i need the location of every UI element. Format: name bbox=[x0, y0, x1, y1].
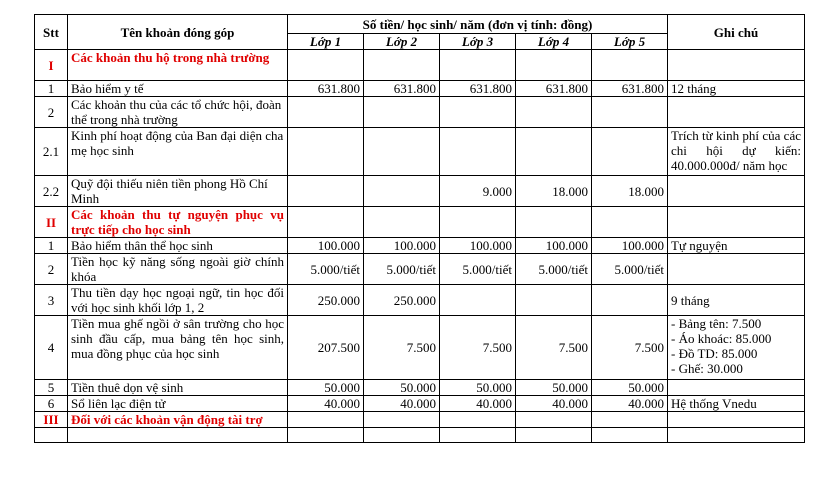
row-note-list bbox=[668, 316, 805, 380]
section-number: I bbox=[35, 50, 68, 81]
section-number: III bbox=[35, 412, 68, 428]
row-value: 40.000 bbox=[516, 396, 592, 412]
section-title: Các khoản thu hộ trong nhà trường bbox=[68, 50, 288, 81]
row-value: 250.000 bbox=[288, 285, 364, 316]
row-value: 7.500 bbox=[440, 316, 516, 380]
row-stt: 2.2 bbox=[35, 176, 68, 207]
row-value: 5.000/tiết bbox=[364, 254, 440, 285]
row-name: Bảo hiểm thân thể học sinh bbox=[68, 238, 288, 254]
table-row bbox=[35, 97, 805, 128]
row-name: Quỹ đội thiếu niên tiền phong Hồ Chí Minh bbox=[68, 176, 288, 207]
section-row bbox=[35, 412, 805, 428]
row-value: 5.000/tiết bbox=[516, 254, 592, 285]
row-name: Tiền mua ghế ngồi ở sân trường cho học sinh đầu cấp, mua bảng tên học sinh, mua đồng phục của học sinh bbox=[68, 316, 288, 380]
row-name: Các khoản thu của các tổ chức hội, đoàn thể trong nhà trường bbox=[68, 97, 288, 128]
row-value: 100.000 bbox=[364, 238, 440, 254]
table-row bbox=[35, 254, 805, 285]
row-value: 5.000/tiết bbox=[440, 254, 516, 285]
row-value: 40.000 bbox=[288, 396, 364, 412]
grade-header: Lớp 3 bbox=[440, 34, 516, 50]
row-value: 18.000 bbox=[516, 176, 592, 207]
row-name: Kinh phí hoạt động của Ban đại diện cha mẹ học sinh bbox=[68, 128, 288, 176]
row-note: 9 tháng bbox=[668, 285, 805, 316]
row-value: 5.000/tiết bbox=[592, 254, 668, 285]
table-row bbox=[35, 128, 805, 176]
row-stt: 5 bbox=[35, 380, 68, 396]
row-value: 631.800 bbox=[440, 81, 516, 97]
name-header: Tên khoản đóng góp bbox=[68, 15, 288, 50]
table-row bbox=[35, 316, 805, 380]
row-value: 100.000 bbox=[592, 238, 668, 254]
grade-header: Lớp 1 bbox=[288, 34, 364, 50]
row-name: Bảo hiểm y tế bbox=[68, 81, 288, 97]
row-value: 50.000 bbox=[364, 380, 440, 396]
grade-header: Lớp 2 bbox=[364, 34, 440, 50]
grade-header: Lớp 5 bbox=[592, 34, 668, 50]
row-note: 12 tháng bbox=[668, 81, 805, 97]
row-value: 250.000 bbox=[364, 285, 440, 316]
table-row bbox=[35, 380, 805, 396]
row-value: 50.000 bbox=[288, 380, 364, 396]
note-line: - Bảng tên: 7.500 bbox=[671, 316, 762, 331]
note-header: Ghi chú bbox=[668, 15, 805, 50]
row-value: 50.000 bbox=[440, 380, 516, 396]
row-name: Thu tiền dạy học ngoại ngữ, tin học đối với học sinh khối lớp 1, 2 bbox=[68, 285, 288, 316]
row-value: 100.000 bbox=[516, 238, 592, 254]
row-value: 631.800 bbox=[288, 81, 364, 97]
row-note: Tự nguyện bbox=[668, 238, 805, 254]
contribution-table bbox=[34, 14, 805, 443]
row-note: Hệ thống Vnedu bbox=[668, 396, 805, 412]
row-value: 5.000/tiết bbox=[288, 254, 364, 285]
section-number: II bbox=[35, 207, 68, 238]
row-stt: 4 bbox=[35, 316, 68, 380]
row-stt: 3 bbox=[35, 285, 68, 316]
row-value: 7.500 bbox=[516, 316, 592, 380]
row-value: 7.500 bbox=[364, 316, 440, 380]
section-title: Các khoản thu tự nguyện phục vụ trực tiếp cho học sinh bbox=[68, 207, 288, 238]
amount-group-header: Số tiền/ học sinh/ năm (đơn vị tính: đồng) bbox=[288, 15, 668, 34]
stt-header: Stt bbox=[35, 15, 68, 50]
row-stt: 2.1 bbox=[35, 128, 68, 176]
row-value: 9.000 bbox=[440, 176, 516, 207]
note-line: - Áo khoác: 85.000 bbox=[671, 331, 772, 346]
header-row bbox=[35, 15, 805, 34]
note-line: - Ghế: 30.000 bbox=[671, 361, 743, 376]
row-value: 40.000 bbox=[440, 396, 516, 412]
row-value: 631.800 bbox=[516, 81, 592, 97]
grade-header: Lớp 4 bbox=[516, 34, 592, 50]
table-row bbox=[35, 238, 805, 254]
table-row bbox=[35, 81, 805, 97]
note-line: - Đồ TD: 85.000 bbox=[671, 346, 758, 361]
row-stt: 1 bbox=[35, 238, 68, 254]
row-stt: 6 bbox=[35, 396, 68, 412]
row-value: 18.000 bbox=[592, 176, 668, 207]
row-value: 631.800 bbox=[364, 81, 440, 97]
row-stt: 2 bbox=[35, 254, 68, 285]
row-value: 100.000 bbox=[440, 238, 516, 254]
row-value: 207.500 bbox=[288, 316, 364, 380]
row-note: Trích từ kinh phí của các chi hội dự kiến: 40.000.000đ/ năm học bbox=[668, 128, 805, 176]
section-row bbox=[35, 207, 805, 238]
row-name: Sổ liên lạc điện tử bbox=[68, 396, 288, 412]
row-value: 40.000 bbox=[364, 396, 440, 412]
empty-row bbox=[35, 428, 805, 443]
row-stt: 2 bbox=[35, 97, 68, 128]
table-row bbox=[35, 285, 805, 316]
row-value: 631.800 bbox=[592, 81, 668, 97]
row-value bbox=[288, 176, 364, 207]
row-stt: 1 bbox=[35, 81, 68, 97]
row-name: Tiền thuê dọn vệ sinh bbox=[68, 380, 288, 396]
section-title: Đối với các khoản vận động tài trợ bbox=[68, 412, 288, 428]
row-value: 7.500 bbox=[592, 316, 668, 380]
row-value: 50.000 bbox=[516, 380, 592, 396]
row-value: 100.000 bbox=[288, 238, 364, 254]
row-value: 40.000 bbox=[592, 396, 668, 412]
row-name: Tiền học kỹ năng sống ngoài giờ chính khóa bbox=[68, 254, 288, 285]
row-value bbox=[364, 176, 440, 207]
table-row bbox=[35, 176, 805, 207]
section-row bbox=[35, 50, 805, 81]
table-row bbox=[35, 396, 805, 412]
row-value: 50.000 bbox=[592, 380, 668, 396]
